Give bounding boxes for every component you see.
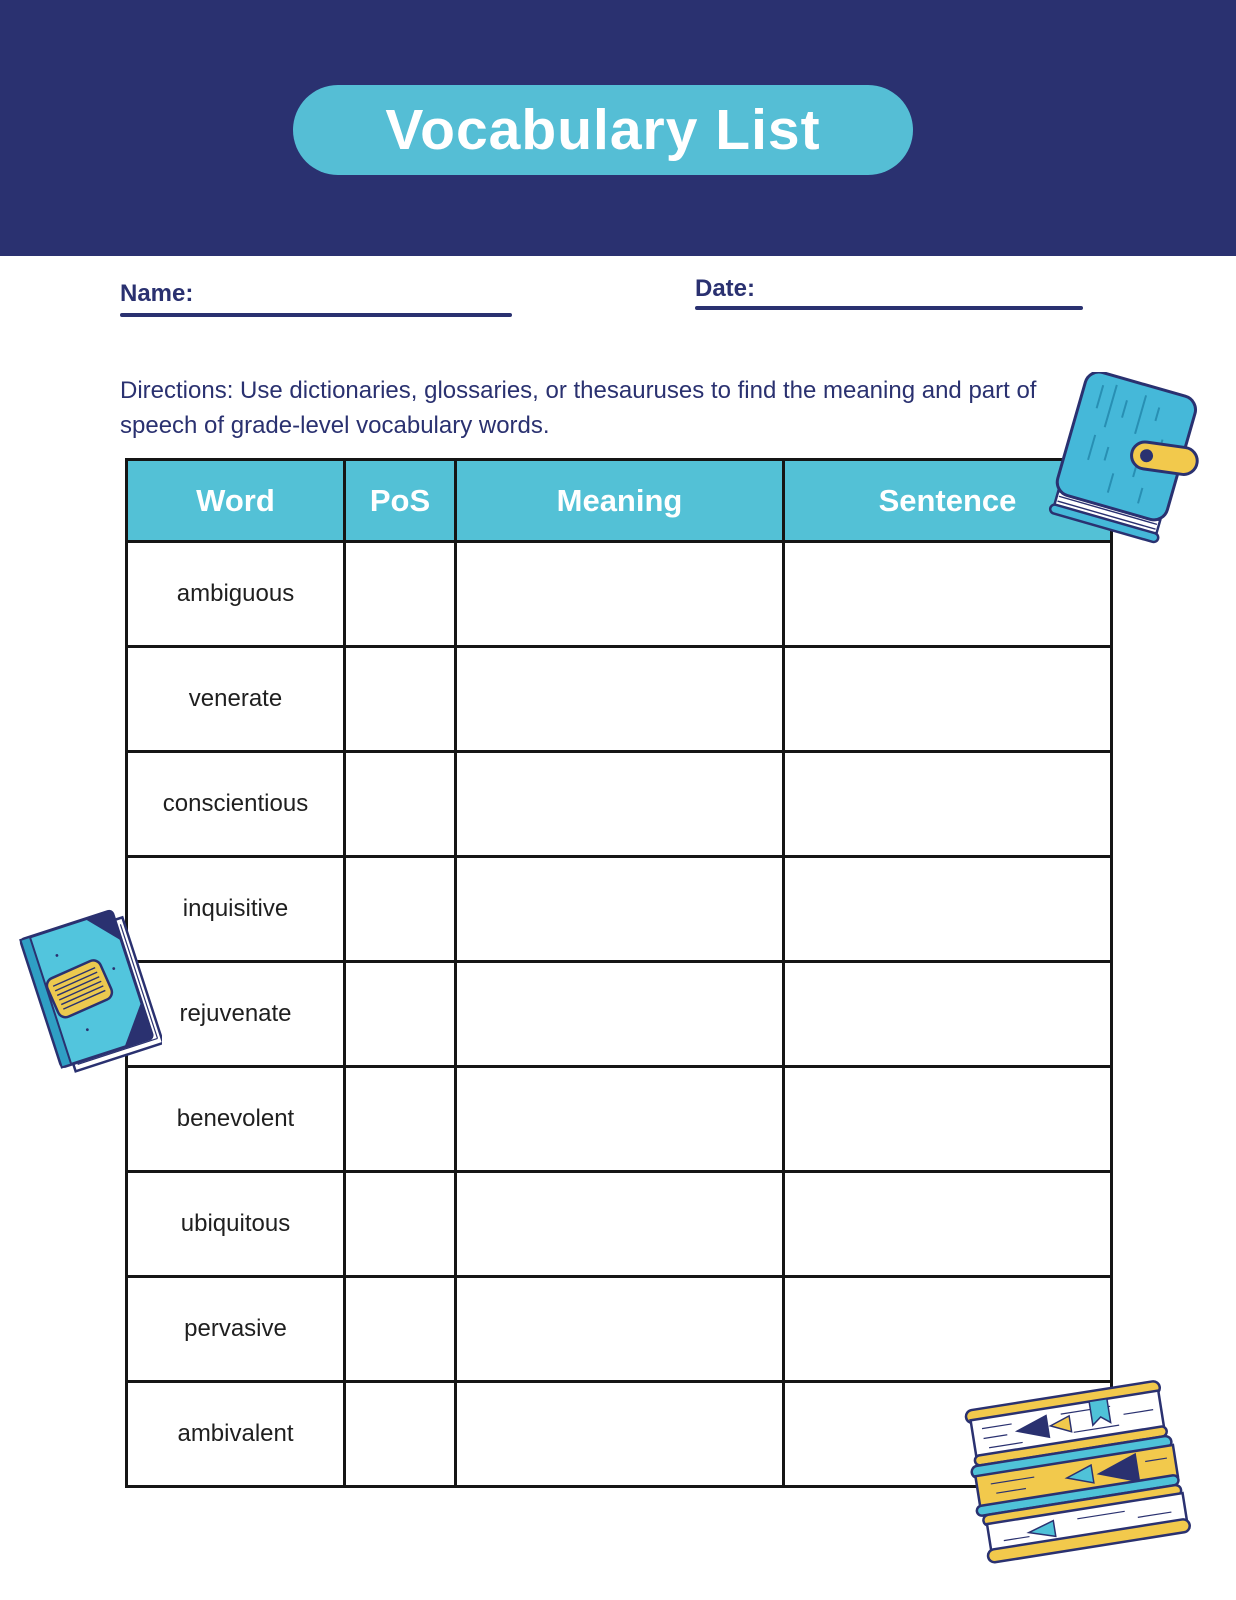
- table-row: [127, 1277, 1112, 1382]
- name-fill-line: [120, 313, 512, 317]
- word-cell: inquisitive: [127, 857, 345, 962]
- sentence-cell: [784, 857, 1112, 962]
- word-cell: ambivalent: [127, 1382, 345, 1487]
- sentence-cell: [784, 1067, 1112, 1172]
- name-label: Name:: [120, 280, 194, 307]
- table-row: [127, 542, 1112, 647]
- meaning-cell: [456, 962, 784, 1067]
- sentence-cell: [784, 647, 1112, 752]
- column-header-sentence: Sentence: [784, 460, 1112, 542]
- table-row: [127, 1067, 1112, 1172]
- pos-cell: [345, 962, 456, 1067]
- meaning-cell: [456, 857, 784, 962]
- labeled-book-icon: [12, 908, 162, 1078]
- table-row: [127, 752, 1112, 857]
- sentence-cell: [784, 962, 1112, 1067]
- pos-cell: [345, 1382, 456, 1487]
- page-title: Vocabulary List: [385, 98, 821, 162]
- pos-cell: [345, 1277, 456, 1382]
- column-header-pos: PoS: [345, 460, 456, 542]
- table-row: [127, 962, 1112, 1067]
- pos-cell: [345, 1172, 456, 1277]
- sentence-cell: [784, 542, 1112, 647]
- meaning-cell: [456, 752, 784, 857]
- meaning-cell: [456, 542, 784, 647]
- title-pill: [293, 85, 913, 175]
- header-band: [0, 0, 1236, 256]
- table-row: [127, 1172, 1112, 1277]
- meaning-cell: [456, 1172, 784, 1277]
- date-fill-line: [695, 306, 1083, 310]
- column-header-meaning: Meaning: [456, 460, 784, 542]
- meaning-cell: [456, 1067, 784, 1172]
- notebook-icon: [1040, 372, 1210, 544]
- meaning-cell: [456, 647, 784, 752]
- word-cell: ubiquitous: [127, 1172, 345, 1277]
- meaning-cell: [456, 1277, 784, 1382]
- word-cell: pervasive: [127, 1277, 345, 1382]
- sentence-cell: [784, 1172, 1112, 1277]
- vocabulary-table: [125, 458, 1113, 1488]
- pos-cell: [345, 752, 456, 857]
- column-header-word: Word: [127, 460, 345, 542]
- directions-text: Directions: Use dictionaries, glossaries, or thesauruses to find the meaning and part of speech of grade-level vocabulary words.: [120, 377, 1037, 439]
- meaning-cell: [456, 1382, 784, 1487]
- word-cell: ambiguous: [127, 542, 345, 647]
- book-stack-icon: [950, 1372, 1208, 1572]
- date-label: Date:: [695, 275, 756, 302]
- table-header-row: [127, 460, 1112, 542]
- pos-cell: [345, 857, 456, 962]
- pos-cell: [345, 647, 456, 752]
- pos-cell: [345, 1067, 456, 1172]
- word-cell: rejuvenate: [127, 962, 345, 1067]
- sentence-cell: [784, 1277, 1112, 1382]
- word-cell: benevolent: [127, 1067, 345, 1172]
- word-cell: conscientious: [127, 752, 345, 857]
- sentence-cell: [784, 752, 1112, 857]
- table-row: [127, 857, 1112, 962]
- pos-cell: [345, 542, 456, 647]
- table-row: [127, 647, 1112, 752]
- word-cell: venerate: [127, 647, 345, 752]
